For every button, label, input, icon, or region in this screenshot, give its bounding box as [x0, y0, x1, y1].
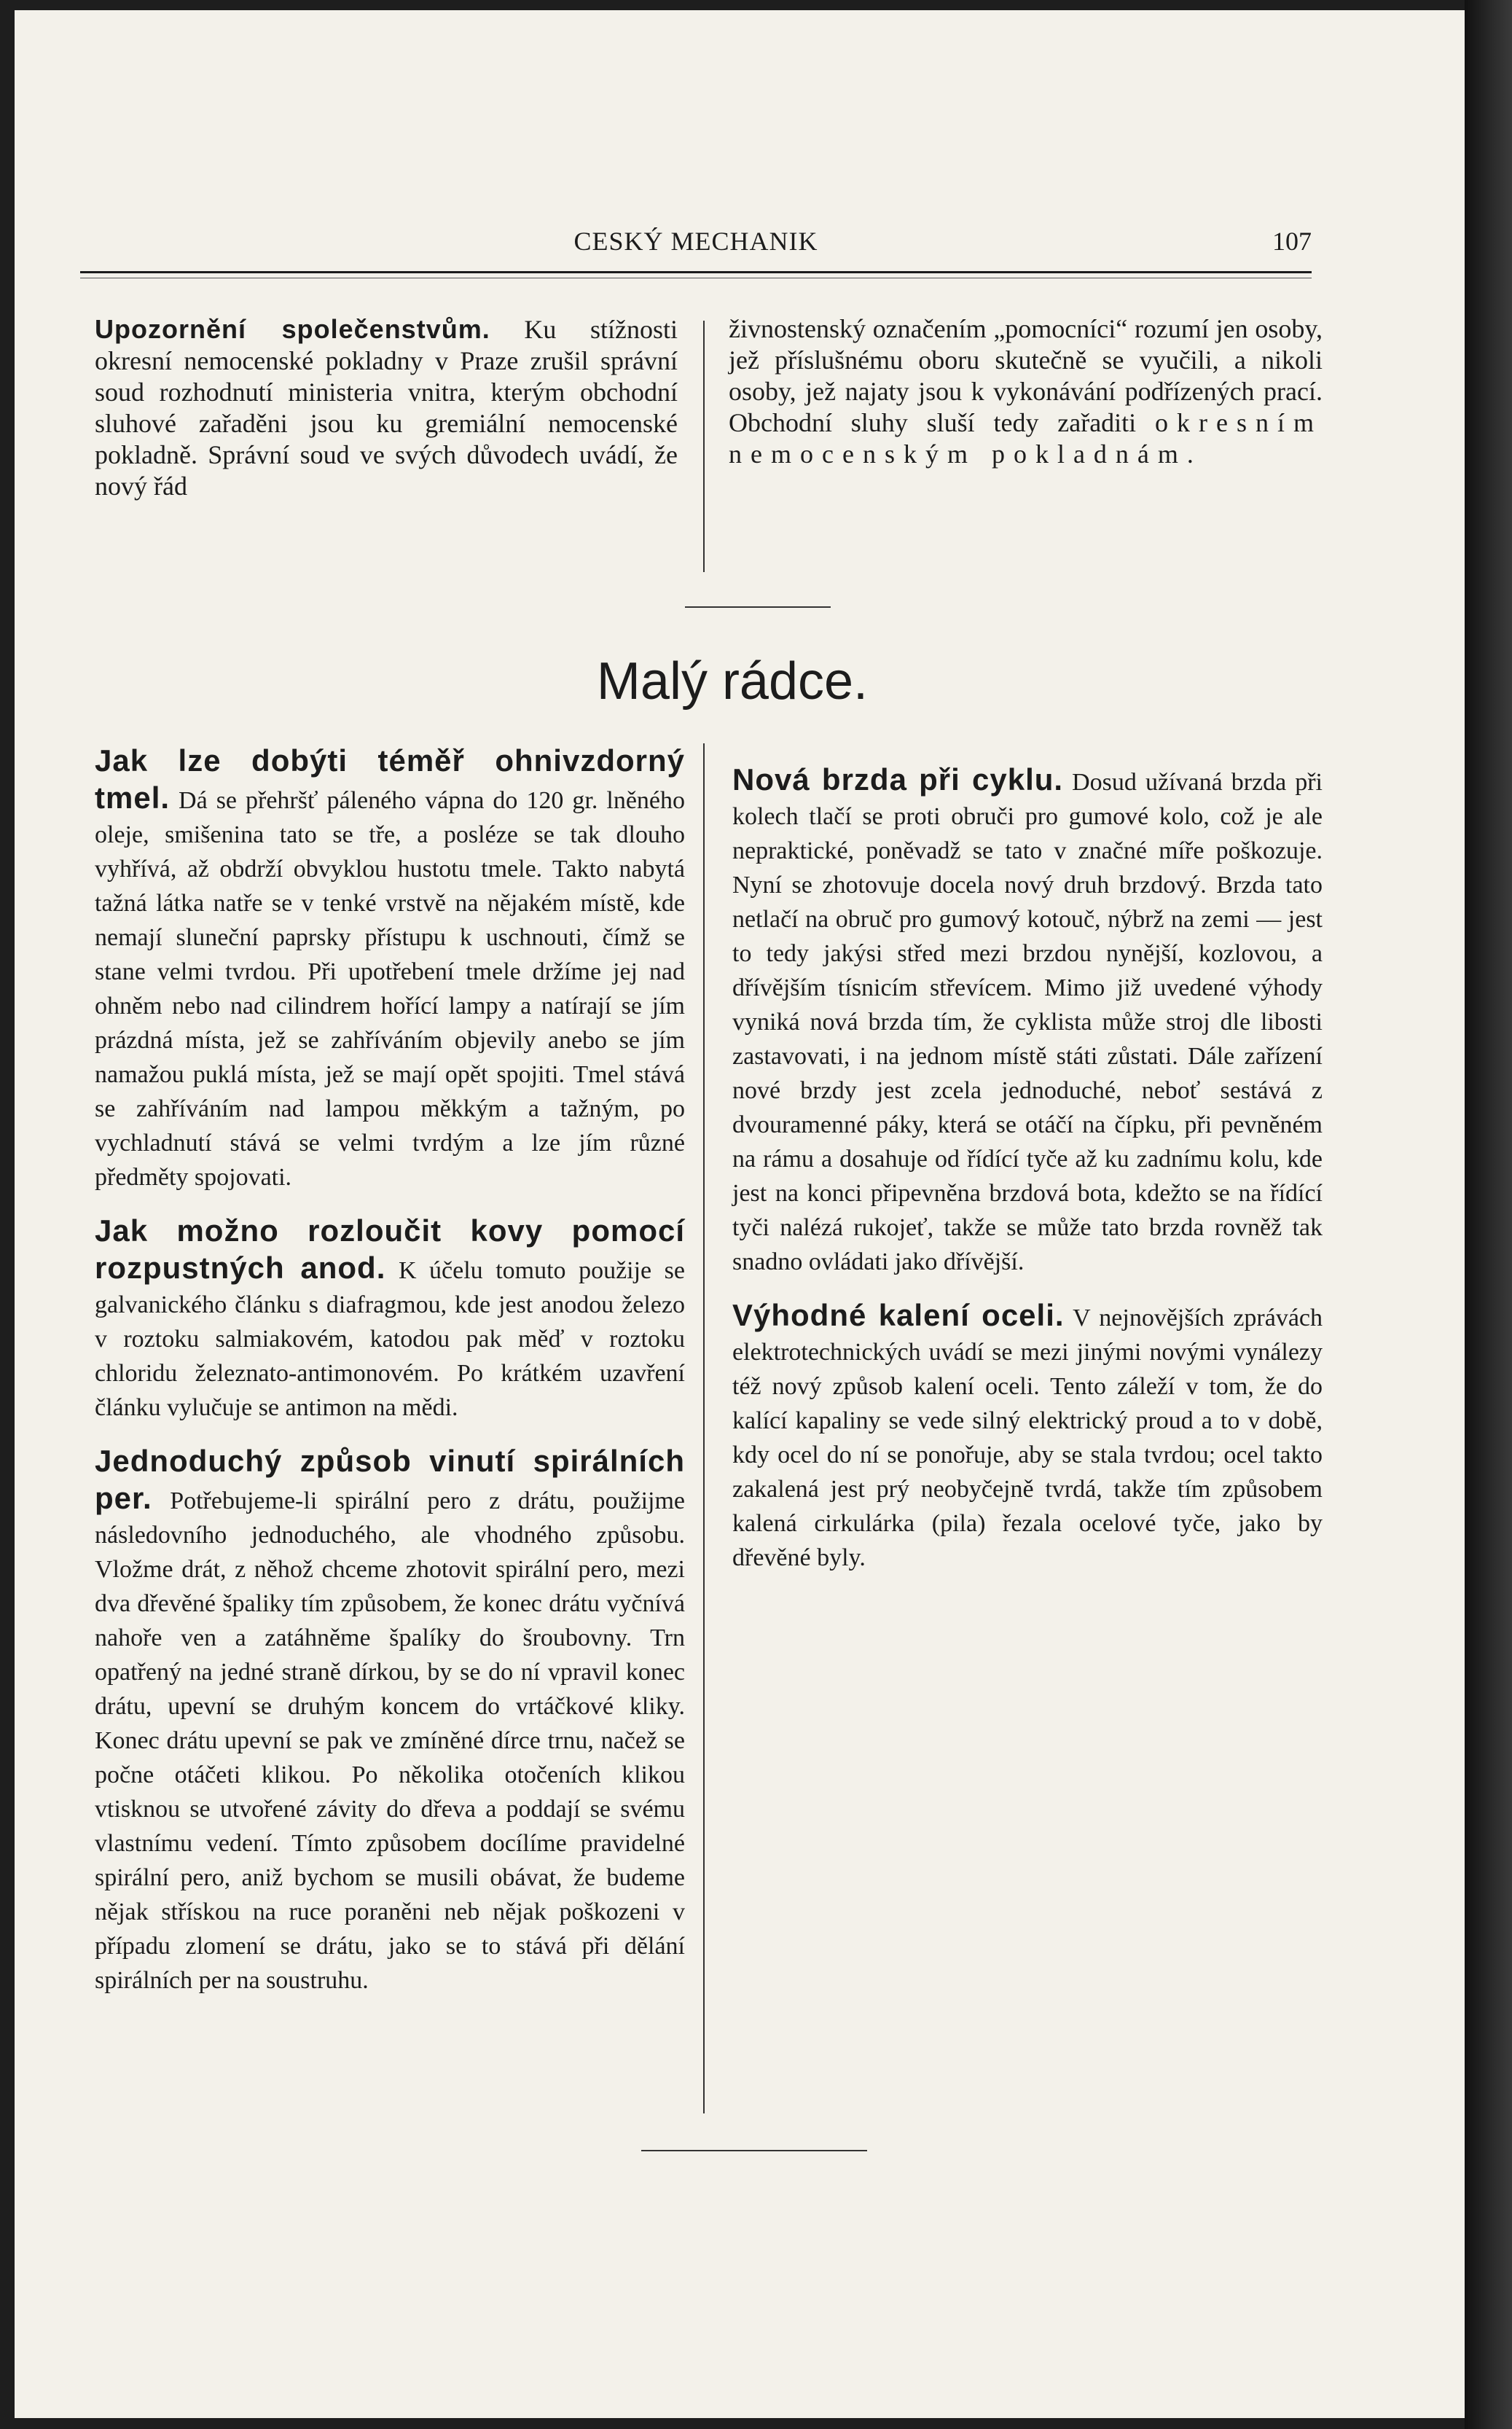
book-edge: [1465, 0, 1512, 2429]
article-ocel-heading: Výhodné kalení oceli.: [732, 1298, 1065, 1332]
journal-title: CESKÝ MECHANIK: [573, 227, 818, 256]
article-spiraly-text: Potřebujeme-li spirální pero z drátu, použijme následovního jednoduchého, ale vhodného způsobu. Vložme drát, z něhož chceme zhotovit spirální pero, mezi dva dřevěné špaliky tím způsobem, že konec drátu vyčnívá nahoře ven a zatáhněme špalíky do šroubovny. Trn opatřený na jedné straně dírkou, by se do ní vpravil konec drátu, upevní se druhým koncem do vrtáčkové kliky. Konec drátu upevní se pak ve zmíněné dírce trnu, načež se počne otáčeti klikou. Po několika otočeních klikou vtisknou se utvořené závity do dřeva a poddají se svému vlastnímu vedení. Tímto způsobem docílíme pravidelné spirální pero, aniž bychom se musili obávat, že budeme nějak střískou na ruce poraněni neb nějak poškozeni v případu zlomení se drátu, jako se to stává při dělání spirálních per na soustruhu.: [95, 1487, 685, 1994]
notice-left: [95, 313, 678, 502]
page-number: 107: [1272, 227, 1312, 256]
running-header: [80, 226, 1312, 264]
article-tmel-heading: Jak lze dobýti téměř ohnivzdorný tmel.: [95, 743, 685, 815]
separator-rule: [685, 606, 831, 608]
section-title: Malý rádce.: [596, 652, 869, 711]
article-kovy-text: K účelu tomuto použije se galvanického článku s diafragmou, kde jest anodou železo v roztoku salmiakovém, katodou pak měď v roztoku chloridu železnato-antimonovém. Po krátkém uzavření článku vylučuje se antimon na mědi.: [95, 1257, 686, 1421]
article-spiraly-heading: Jednoduchý způsob vinutí spirálních per.: [95, 1444, 685, 1515]
article-brzda-text: Dosud užívaná brzda při kolech tlačí se proti obruči pro gumové kolo, což je ale nepraktické, poněvadž se tato v značné míře poškozuje. Nyní se zhotovuje docela nový druh brzdový. Brzda tato netlačí na obruč pro gumový kotouč, nýbrž na zemi — jest to tedy jakýsi střed mezi brzdou nynější, kozlovou, a dřívějším tísnicím střevícem. Mimo již uvedené výhody vyniká nová brzda tím, že cyklista může stroj dle libosti zastavovati, i na jednom místě státi zůstati. Dále zařízení nové brzdy jest zcela jednoduché, neboť sestává z dvouramenné páky, která se otáčí na čípku, při pevněném na rámu a dosahuje od řídící tyče až ku zadnímu kolu, kde jest na konci připevněna brzdová bota, kdežto se na řídící tyči nalézá rukojeť, takže se může tato brzda rovněž tak snadno ovládati jako dřívější.: [732, 769, 1323, 1275]
end-rule: [641, 2150, 867, 2151]
notice-right-spaced: okresním nemocenským pokladnám.: [729, 408, 1323, 469]
article-ocel-text: V nejnovějších zprávách elektrotechnických uvádí se mezi jinými novými vynálezy též nový způsob kalení oceli. Tento záleží v tom, že do kalící kapaliny se vede silný elektrický proud a to v době, kdy ocel do ní se ponořuje, aby se stala tvrdou; ocel takto zakalená jest prý neobyčejně tvrdá, takže tím způsobem kalená cirkulárka (pila) řezala ocelové tyče, jako by dřevěné byly.: [732, 1305, 1323, 1571]
notice-right: [729, 313, 1323, 470]
notice-right-text: živnostenský označením „pomocníci“ rozumí jen osoby, jež příslušnému oboru skutečně se vyučili, a nikoli osoby, jež najaty jsou k vykonávání podřízených prací. Obchodní sluhy sluší tedy zařaditi: [729, 314, 1323, 437]
main-right-column: [732, 743, 1323, 1575]
column-divider-notice: [703, 321, 705, 572]
notice-heading: Upozornění společenstvům.: [95, 314, 490, 344]
article-tmel-text: Dá se přehršť páleného vápna do 120 gr. lněného oleje, smišenina tato se tře, a posléze se tak dlouho vyhřívá, až obdrží obvyklou hustotu tmele. Takto nabytá tažná látka natře se v tenké vrstvě na nějakém místě, kde nemají sluneční paprsky přístupu k uschnouti, čímž se stane velmi tvrdou. Při upotřebení tmele držíme jej nad ohněm nebo nad cilindrem hořící lampy a natírají se jím prázdná místa, jež se zahříváním objevily anebo se jím namažou puklá místa, jež se mají opět spojiti. Tmel stává se zahříváním nad lampou měkkým a tažným, po vychladnutí stává se velmi tvrdým a lze jím různé předměty spojovati.: [95, 787, 686, 1191]
article-brzda-heading: Nová brzda při cyklu.: [732, 762, 1064, 797]
column-divider-main: [703, 743, 705, 2113]
article-kovy-heading: Jak možno rozloučit kovy pomocí rozpustných anod.: [95, 1213, 685, 1285]
header-rule: [80, 271, 1312, 273]
notice-left-text: Ku stížnosti okresní nemocenské pokladny v Praze zrušil správní soud rozhodnutí ministeria vnitra, kterým obchodní sluhové zařaděni jsou ku gremiální nemocenské pokladně. Správní soud ve svých důvodech uvádí, že nový řád: [95, 315, 678, 501]
main-left-column: [95, 743, 685, 1998]
